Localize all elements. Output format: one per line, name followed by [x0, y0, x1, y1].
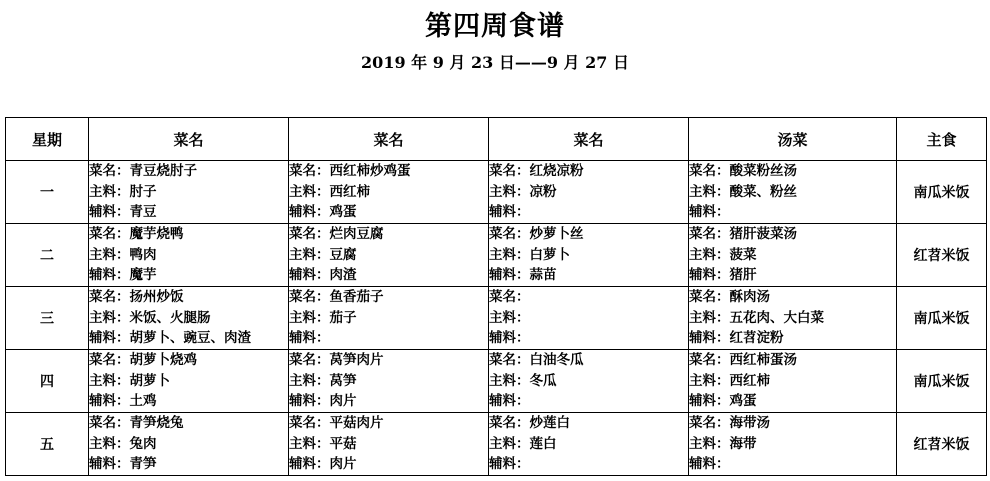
dish-main-ingredient: 主料：冬瓜: [489, 372, 557, 389]
day-cell: 四: [6, 350, 89, 413]
dish-main-ingredient: 主料：莴笋: [289, 372, 357, 389]
table-row: [6, 161, 987, 224]
dish-name: 菜名：炒莲白: [489, 415, 570, 432]
dish-name: 菜名：扬州炒饭: [89, 289, 184, 306]
dish-cell: [289, 350, 489, 413]
dish-aux-ingredient: 辅料：肉片: [289, 456, 357, 473]
header-dish-1: 菜名: [89, 118, 289, 161]
dish-cell: [289, 224, 489, 287]
table-row: [6, 350, 987, 413]
page-title: 第四周食谱: [425, 11, 565, 42]
dish-main-ingredient: 主料：肘子: [89, 183, 157, 200]
soup-cell: [689, 350, 897, 413]
menu-table: [5, 117, 987, 476]
dish-main-ingredient: 主料：胡萝卜: [89, 372, 170, 389]
dish-aux-ingredient: 辅料：魔芋: [89, 267, 157, 284]
dish-cell: [289, 413, 489, 476]
dish-cell: [289, 287, 489, 350]
soup-name: 菜名：酸菜粉丝汤: [689, 163, 797, 180]
dish-name: 菜名：炒萝卜丝: [489, 226, 584, 243]
soup-cell: [689, 224, 897, 287]
dish-name: 菜名：白油冬瓜: [489, 352, 584, 369]
header-day: 星期: [6, 118, 89, 161]
dish-cell: [89, 287, 289, 350]
soup-main-ingredient: 主料：五花肉、大白菜: [689, 309, 824, 326]
soup-aux-ingredient: 辅料：猪肝: [689, 267, 757, 284]
soup-cell: [689, 161, 897, 224]
dish-main-ingredient: 主料：茄子: [289, 309, 357, 326]
staple-cell: 红苕米饭: [897, 224, 987, 287]
dish-aux-ingredient: 辅料：土鸡: [89, 393, 157, 410]
soup-main-ingredient: 主料：菠菜: [689, 246, 757, 263]
dish-name: 菜名：胡萝卜烧鸡: [89, 352, 197, 369]
dish-name: 菜名：: [489, 289, 530, 306]
soup-main-ingredient: 主料：酸菜、粉丝: [689, 183, 797, 200]
dish-aux-ingredient: 辅料：: [489, 393, 530, 410]
dish-cell: [489, 413, 689, 476]
dish-aux-ingredient: 辅料：胡萝卜、豌豆、肉渣: [89, 330, 251, 347]
dish-aux-ingredient: 辅料：蒜苗: [489, 267, 557, 284]
header-dish-2: 菜名: [289, 118, 489, 161]
dish-name: 菜名：魔芋烧鸭: [89, 226, 184, 243]
dish-cell: [489, 224, 689, 287]
soup-cell: [689, 287, 897, 350]
soup-name: 菜名：酥肉汤: [689, 289, 770, 306]
dish-name: 菜名：青笋烧兔: [89, 415, 184, 432]
dish-name: 菜名：西红柿炒鸡蛋: [289, 163, 411, 180]
day-cell: 二: [6, 224, 89, 287]
dish-cell: [89, 224, 289, 287]
day-cell: 五: [6, 413, 89, 476]
dish-aux-ingredient: 辅料：青豆: [89, 204, 157, 221]
dish-cell: [489, 161, 689, 224]
date-range: 2019 年 9 月 23 日——9 月 27 日: [361, 53, 629, 72]
dish-main-ingredient: 主料：豆腐: [289, 246, 357, 263]
header-staple: 主食: [897, 118, 987, 161]
header-dish-3: 菜名: [489, 118, 689, 161]
dish-main-ingredient: 主料：鸭肉: [89, 246, 157, 263]
dish-name: 菜名：红烧凉粉: [489, 163, 584, 180]
dish-cell: [89, 350, 289, 413]
header-soup: 汤菜: [689, 118, 897, 161]
dish-name: 菜名：烂肉豆腐: [289, 226, 384, 243]
dish-main-ingredient: 主料：: [489, 309, 530, 326]
soup-name: 菜名：猪肝菠菜汤: [689, 226, 797, 243]
dish-cell: [489, 350, 689, 413]
table-row: [6, 224, 987, 287]
dish-main-ingredient: 主料：凉粉: [489, 183, 557, 200]
dish-main-ingredient: 主料：白萝卜: [489, 246, 570, 263]
soup-aux-ingredient: 辅料：鸡蛋: [689, 393, 757, 410]
dish-main-ingredient: 主料：莲白: [489, 435, 557, 452]
soup-aux-ingredient: 辅料：红苕淀粉: [689, 330, 784, 347]
dish-cell: [289, 161, 489, 224]
dish-main-ingredient: 主料：兔肉: [89, 435, 157, 452]
table-header-row: [6, 118, 987, 161]
soup-aux-ingredient: 辅料：: [689, 456, 730, 473]
dish-name: 菜名：鱼香茄子: [289, 289, 384, 306]
dish-main-ingredient: 主料：平菇: [289, 435, 357, 452]
soup-main-ingredient: 主料：海带: [689, 435, 757, 452]
dish-name: 菜名：莴笋肉片: [289, 352, 384, 369]
table-row: [6, 287, 987, 350]
dish-cell: [89, 161, 289, 224]
staple-cell: 南瓜米饭: [897, 287, 987, 350]
dish-aux-ingredient: 辅料：青笋: [89, 456, 157, 473]
dish-aux-ingredient: 辅料：: [489, 456, 530, 473]
dish-main-ingredient: 主料：西红柿: [289, 183, 370, 200]
dish-aux-ingredient: 辅料：肉渣: [289, 267, 357, 284]
dish-aux-ingredient: 辅料：: [489, 204, 530, 221]
dish-cell: [89, 413, 289, 476]
soup-cell: [689, 413, 897, 476]
dish-cell: [489, 287, 689, 350]
table-row: [6, 413, 987, 476]
soup-name: 菜名：海带汤: [689, 415, 770, 432]
staple-cell: 南瓜米饭: [897, 350, 987, 413]
dish-aux-ingredient: 辅料：: [489, 330, 530, 347]
soup-aux-ingredient: 辅料：: [689, 204, 730, 221]
soup-main-ingredient: 主料：西红柿: [689, 372, 770, 389]
day-cell: 三: [6, 287, 89, 350]
dish-aux-ingredient: 辅料：鸡蛋: [289, 204, 357, 221]
staple-cell: 红苕米饭: [897, 413, 987, 476]
soup-name: 菜名：西红柿蛋汤: [689, 352, 797, 369]
staple-cell: 南瓜米饭: [897, 161, 987, 224]
dish-aux-ingredient: 辅料：: [289, 330, 330, 347]
dish-name: 菜名：青豆烧肘子: [89, 163, 197, 180]
day-cell: 一: [6, 161, 89, 224]
dish-main-ingredient: 主料：米饭、火腿肠: [89, 309, 211, 326]
dish-aux-ingredient: 辅料：肉片: [289, 393, 357, 410]
dish-name: 菜名：平菇肉片: [289, 415, 384, 432]
